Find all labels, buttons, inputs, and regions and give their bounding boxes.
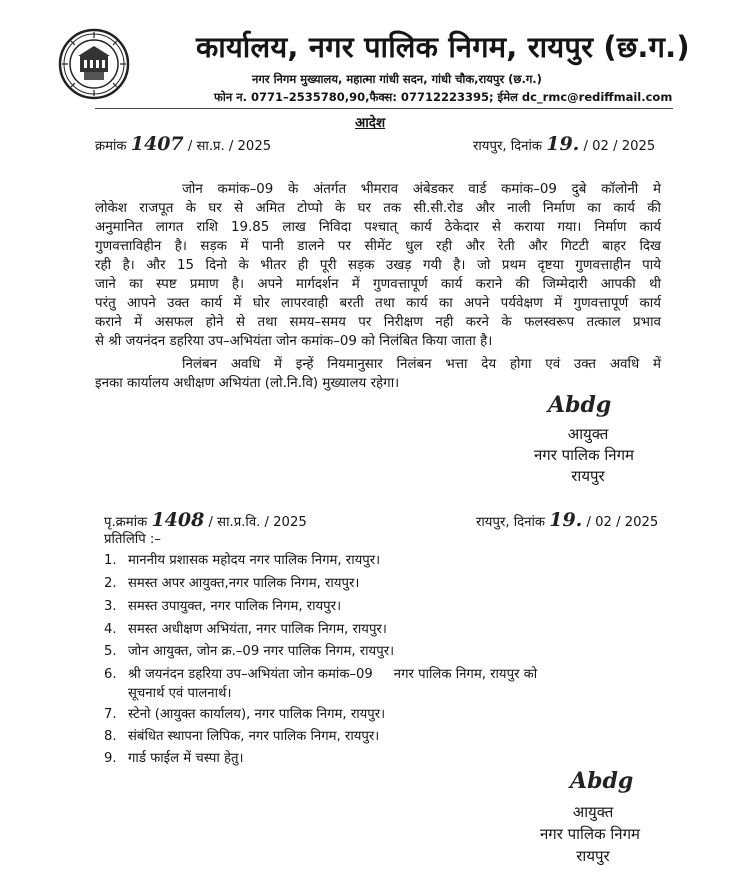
list-item: सूचनार्थ एवं पालनार्थ। — [128, 686, 232, 701]
copy-label: प्रतिलिपि :– — [104, 532, 161, 547]
paragraph-line: इनका कार्यालय अधीक्षण अभियंता (लो.नि.वि) मुख्यालय रहेगा। — [95, 376, 400, 391]
endorsement-ref-suffix: / सा.प्र.वि. / 2025 — [208, 515, 307, 530]
signature-office: नगर पालिक निगम — [539, 825, 641, 843]
order-date-day: 19. — [546, 133, 580, 155]
signature-designation: आयुक्त — [572, 803, 614, 821]
list-item: 4. समस्त अधीक्षण अभियंता, नगर पालिक निगम, रायपुर। — [104, 622, 387, 637]
signature-mark: Abdg — [548, 392, 612, 418]
endorsement-date — [476, 509, 658, 531]
list-item: 1. माननीय प्रशासक महोदय नगर पालिक निगम, रायपुर। — [104, 553, 381, 568]
endorsement-ref-number: 1408 — [151, 509, 205, 531]
office-address: नगर निगम मुख्यालय, महात्मा गांधी सदन, गांधी चौक,रायपुर (छ.ग.) — [252, 72, 542, 86]
order-ref-number: 1407 — [130, 133, 184, 155]
order-reference — [95, 133, 271, 155]
order-ref-suffix: / सा.प्र. / 2025 — [187, 139, 272, 154]
paragraph-line: जाने का स्पष्ट प्रमाण है। अपने मार्गदर्शन में गुणवत्तापूर्ण कार्य कराने की जिम्मेदारी आपकी थी — [95, 277, 661, 292]
paragraph-line: रही है। और 15 दिनो के भीतर ही पूरी सड़क उखड़ गयी है। जो प्रथम दृष्टया गुणवत्ताहीन पाये — [95, 258, 661, 273]
paragraph-line: से श्री जयनंदन डहरिया उप–अभियंता जोन कमांक–09 को निलंबित किया जाता है। — [95, 334, 493, 349]
order-date-suffix: / 02 / 2025 — [583, 139, 656, 154]
list-item: 9. गार्ड फाईल में चस्पा हेतु। — [104, 751, 244, 766]
endorsement-date-suffix: / 02 / 2025 — [586, 515, 659, 530]
list-item: 6. श्री जयनंदन डहरिया उप–अभियंता जोन कमांक–09 नगर पालिक निगम, रायपुर को — [104, 667, 538, 682]
office-contact: फोन न. 0771–2535780,90,फैक्स: 07712223395; ईमेल dc_rmc@rediffmail.com — [214, 90, 673, 104]
list-item: 3. समस्त उपायुक्त, नगर पालिक निगम, रायपुर। — [104, 599, 342, 614]
list-item: 7. स्टेनो (आयुक्त कार्यालय), नगर पालिक निगम, रायपुर। — [104, 707, 386, 722]
municipal-seal-emblem — [58, 28, 130, 100]
list-item: 5. जोन आयुक्त, जोन क्र.–09 नगर पालिक निगम, रायपुर। — [104, 644, 395, 659]
list-item: 8. संबंधित स्थापना लिपिक, नगर पालिक निगम, रायपुर। — [104, 729, 380, 744]
list-item: 2. समस्त अपर आयुक्त,नगर पालिक निगम, रायपुर। — [104, 576, 360, 591]
office-title: कार्यालय, नगर पालिक निगम, रायपुर (छ.ग.) — [196, 30, 690, 64]
order-heading: आदेश — [355, 115, 386, 131]
paragraph-line: निलंबन अवधि में इन्हें नियमानुसार निलंबन भत्ता देय होगा एवं उक्त अवधि में — [182, 357, 661, 372]
signature-designation: आयुक्त — [567, 425, 609, 443]
paragraph-line: कराने में असफल होने से तथा समय–समय पर निरीक्षण नही करने के फलस्वरूप तत्काल प्रभाव — [95, 315, 661, 330]
signature-city: रायपुर — [571, 467, 605, 485]
order-ref-prefix: क्रमांक — [95, 139, 127, 154]
signature-office: नगर पालिक निगम — [533, 446, 635, 464]
paragraph-line: अनुमानित लागत राशि 19.85 लाख निविदा पश्चात् कार्य ठेकेदार से कराया गया। निर्माण कार्य — [95, 220, 661, 235]
paragraph-line: लोकेश राजपूत के घर से अमित टोप्पो के घर तक सी.सी.रोड और नाली निर्माण का कार्य की — [95, 201, 661, 216]
header-divider — [95, 108, 673, 109]
paragraph-line: परंतु आपने उक्त कार्य में घोर लापरवाही बरती तथा कार्य का अपने पर्यवेक्षण में गुणवत्तापूर्ण कार्य — [95, 296, 661, 311]
signature-city: रायपुर — [576, 847, 610, 865]
endorsement-date-prefix: रायपुर, दिनांक — [476, 515, 546, 530]
paragraph-line: गुणवत्ताविहीन है। सड़क में पानी डालने पर सीमेंट धुल रही और रेती और गिटटी बाहर दिख — [95, 239, 661, 254]
signature-mark: Abdg — [570, 768, 634, 794]
endorsement-date-day: 19. — [549, 509, 583, 531]
endorsement-reference — [104, 509, 307, 531]
endorsement-ref-prefix: पृ.क्रमांक — [104, 515, 148, 530]
paragraph-line: जोन कमांक–09 के अंतर्गत भीमराव अंबेडकर वार्ड कमांक–09 दुबे कॉलोनी मे — [182, 182, 661, 197]
order-date — [473, 133, 655, 155]
order-date-prefix: रायपुर, दिनांक — [473, 139, 543, 154]
